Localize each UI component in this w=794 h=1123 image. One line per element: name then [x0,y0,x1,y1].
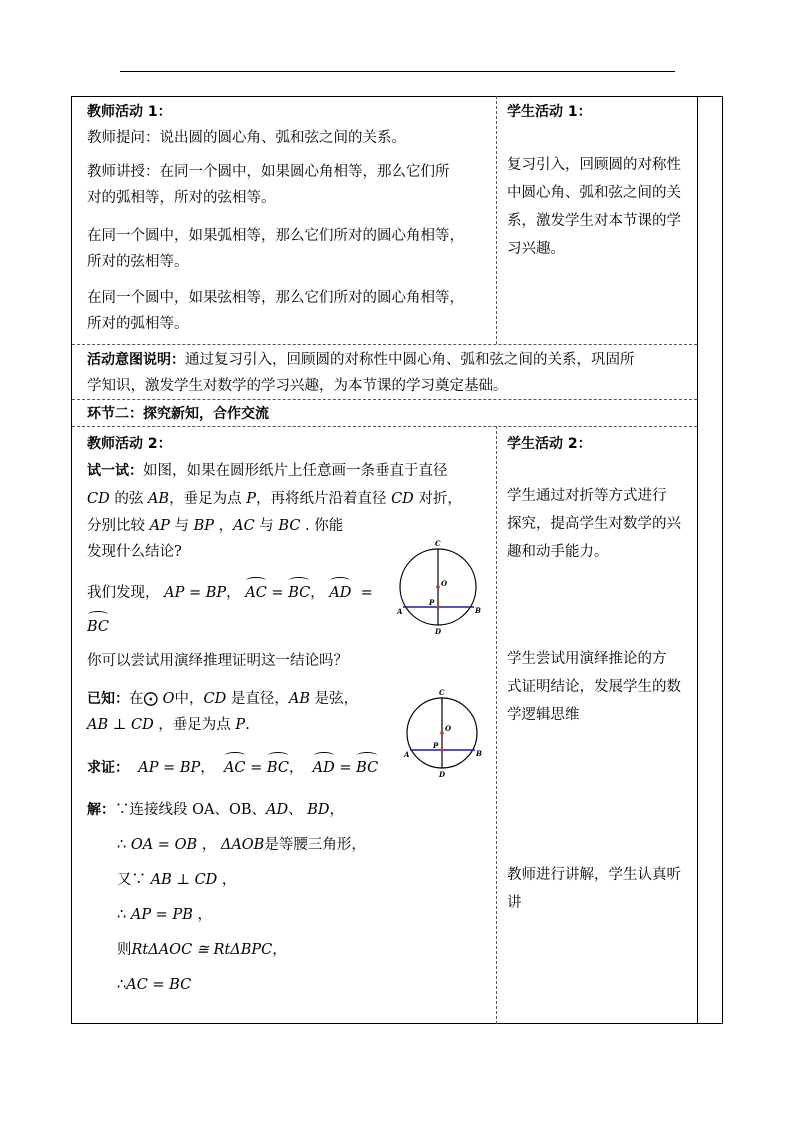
intent-text-2: 学知识，激发学生对数学的学习兴趣，为本节课的学习奠定基础。 [87,378,508,394]
prove-line: 求证： AP = BP， AC = BC， AD = BC [87,755,378,781]
prove-label: 求证： [87,760,129,776]
arc-bc: BC [267,755,289,781]
given-line-2 [87,712,250,738]
solution-line-1 [87,797,344,823]
try-text: 与 [254,518,279,534]
math-ap: AP [149,518,170,534]
try-text: 与 [169,518,194,534]
try-text: ， [213,518,234,534]
row-divider-1 [72,344,697,345]
arc-ad: AD [329,580,351,606]
student-activity-2-line: 学逻辑思维 [507,707,580,723]
label-a: A [397,607,403,616]
point-p [440,748,444,752]
chord-rule-line-2: 所对的弧相等。 [87,316,189,332]
label-b: B [475,606,481,615]
math-o: O [162,691,175,707]
teacher-activity-1-heading: 教师活动 1： [87,104,172,120]
solution-text: ， [192,907,212,923]
student-activity-2-line: 探究，提高学生对数学的兴 [507,516,681,532]
try-text-1: 如图，如果在圆形纸片上任意画一条垂直于直径 [143,463,448,479]
math-bp: BP [193,518,214,534]
chord-rule-line-1: 在同一个圆中，如果弦相等，那么它们所对的圆心角相等， [87,290,464,306]
try-text: 的弦 [109,491,148,507]
row-divider-2 [72,399,697,400]
point-p [436,605,440,609]
try-line-1 [87,458,448,484]
try-line-2 [87,486,462,512]
math-ab-perp-cd: AB ⊥ CD [150,872,218,888]
point-o [436,585,440,589]
circle-figure-1 [394,538,486,636]
given-text: . [245,717,250,733]
solution-text: ， [329,802,345,818]
arc-rule-line-2: 所对的弦相等。 [87,254,189,270]
arc-bc: BC [288,580,310,606]
finding-line: 我们发现， AP = BP， AC = BC， AD = [87,580,373,606]
teacher-lecture-line-1: 教师讲授：在同一个圆中，如果圆心角相等，那么它们所 [87,164,450,180]
intent-line-1 [87,347,635,373]
solution-text: ， [217,872,237,888]
math-p: P [246,491,256,507]
label-d: D [435,627,442,636]
given-label: 已知： [87,691,129,707]
math-ap-eq-bp: AP = BP [164,585,227,601]
student-activity-2-line: 式证明结论，发展学生的数 [507,679,681,695]
circle-figure-2 [402,686,494,780]
student-activity-1-line: 复习引入，回顾圆的对称性 [507,157,681,173]
given-line-1 [87,686,358,712]
student-activity-2-heading: 学生活动 2： [507,436,592,452]
teacher-lecture-line-2: 对的弧相等，所对的弦相等。 [87,190,276,206]
try-label: 试一试： [87,463,143,479]
given-text: 是弦， [309,691,359,707]
label-b: B [476,749,482,758]
proof-question: 你可以尝试用演绎推理证明这一结论吗？ [87,653,348,669]
try-text: 对折， [413,491,462,507]
math-ap-eq-bp: AP = BP [138,760,201,776]
math-ad: AD [266,802,289,818]
given-text: 是直径， [226,691,289,707]
solution-text: 又∵ [117,872,151,888]
table-right-column-border [697,96,698,1024]
math-cd: CD [391,491,414,507]
solution-line-5 [117,937,287,963]
header-rule [120,71,675,72]
math-ab: AB [147,491,170,507]
solution-label: 解： [87,802,115,818]
math-bc: BC [278,518,301,534]
section-2-title: 环节二：探究新知，合作交流 [87,406,269,422]
given-text: 在⨀ [129,691,163,707]
solution-text: ∵连接线段 OA、OB、 [115,802,267,818]
math-cd: CD [203,691,227,707]
student-activity-2-line: 趣和动手能力。 [507,544,609,560]
math-triangle-aob: ΔAOB [220,837,265,853]
solution-line-3 [117,867,236,893]
intent-label: 活动意图说明： [87,352,185,368]
point-o [440,731,444,735]
math-ac-eq-bc: AC = BC [126,977,192,993]
arc-ad: AD [313,755,335,781]
try-text: ，再将纸片沿着直径 [255,491,392,507]
solution-text: 是等腰三角形， [264,837,366,853]
student-activity-2-line: 学生通过对折等方式进行 [507,488,667,504]
math-ab-perp-cd: AB ⊥ CD [87,717,154,733]
teacher-question: 教师提问：说出圆的圆心角、弧和弦之间的关系。 [87,130,406,146]
arc-bc: BC [87,614,109,640]
label-p: P [433,741,439,750]
math-p: P [235,717,246,733]
intent-text-1: 通过复习引入，回顾圆的对称性中圆心角、弧和弦之间的关系，巩固所 [185,352,635,368]
math-ap-eq-pb: AP = PB [130,907,193,923]
solution-text: ∴ [117,837,131,853]
arc-ac: AC [224,755,246,781]
column-divider-1 [496,96,497,344]
label-a: A [404,750,410,759]
solution-text: ， [197,837,221,853]
student-activity-2-line: 讲 [507,895,522,911]
solution-line-4 [117,902,212,928]
column-divider-2 [496,426,497,1024]
student-activity-1-heading: 学生活动 1： [507,104,592,120]
arc-bc: BC [356,755,378,781]
finding-label: 我们发现， [87,585,160,601]
student-activity-2-line: 教师进行讲解，学生认真听 [507,867,681,883]
math-oa-eq-ob: OA = OB [130,837,198,853]
student-activity-2-line: 学生尝试用演绎推论的方 [507,651,667,667]
math-ab: AB [288,691,310,707]
solution-line-2 [117,832,366,858]
try-text: ，垂足为点 [169,491,247,507]
solution-text: ∴ [117,977,127,993]
solution-line-6 [117,972,191,998]
solution-text: 则 [117,942,132,958]
try-text: . 你能 [300,518,344,534]
teacher-activity-2-heading: 教师活动 2： [87,436,172,452]
given-text: 中， [174,691,204,707]
math-ac: AC [233,518,255,534]
try-text: 分别比较 [87,518,150,534]
student-activity-1-line: 习兴趣。 [507,241,565,257]
label-o: O [445,724,452,733]
student-activity-1-line: 中圆心角、弧和弦之间的关 [507,185,681,201]
solution-text: ∴ [117,907,131,923]
try-line-4: 发现什么结论? [87,544,182,560]
solution-text: 、 [288,802,308,818]
try-line-3 [87,513,343,539]
math-congruent-triangles: RtΔAOC ≅ RtΔBPC [131,942,273,958]
student-activity-1-line: 系，激发学生对本节课的学 [507,213,681,229]
label-o: O [441,579,448,588]
label-c: C [439,688,445,697]
math-bd: BD [307,802,330,818]
label-c: C [435,539,441,548]
arc-ac: AC [245,580,267,606]
given-text: ，垂足为点 [153,717,236,733]
math-cd: CD [87,491,110,507]
arc-rule-line-1: 在同一个圆中，如果弧相等，那么它们所对的圆心角相等， [87,228,464,244]
finding-line-2 [87,614,109,640]
solution-text: ， [272,942,287,958]
label-p: P [429,598,435,607]
label-d: D [439,770,446,779]
